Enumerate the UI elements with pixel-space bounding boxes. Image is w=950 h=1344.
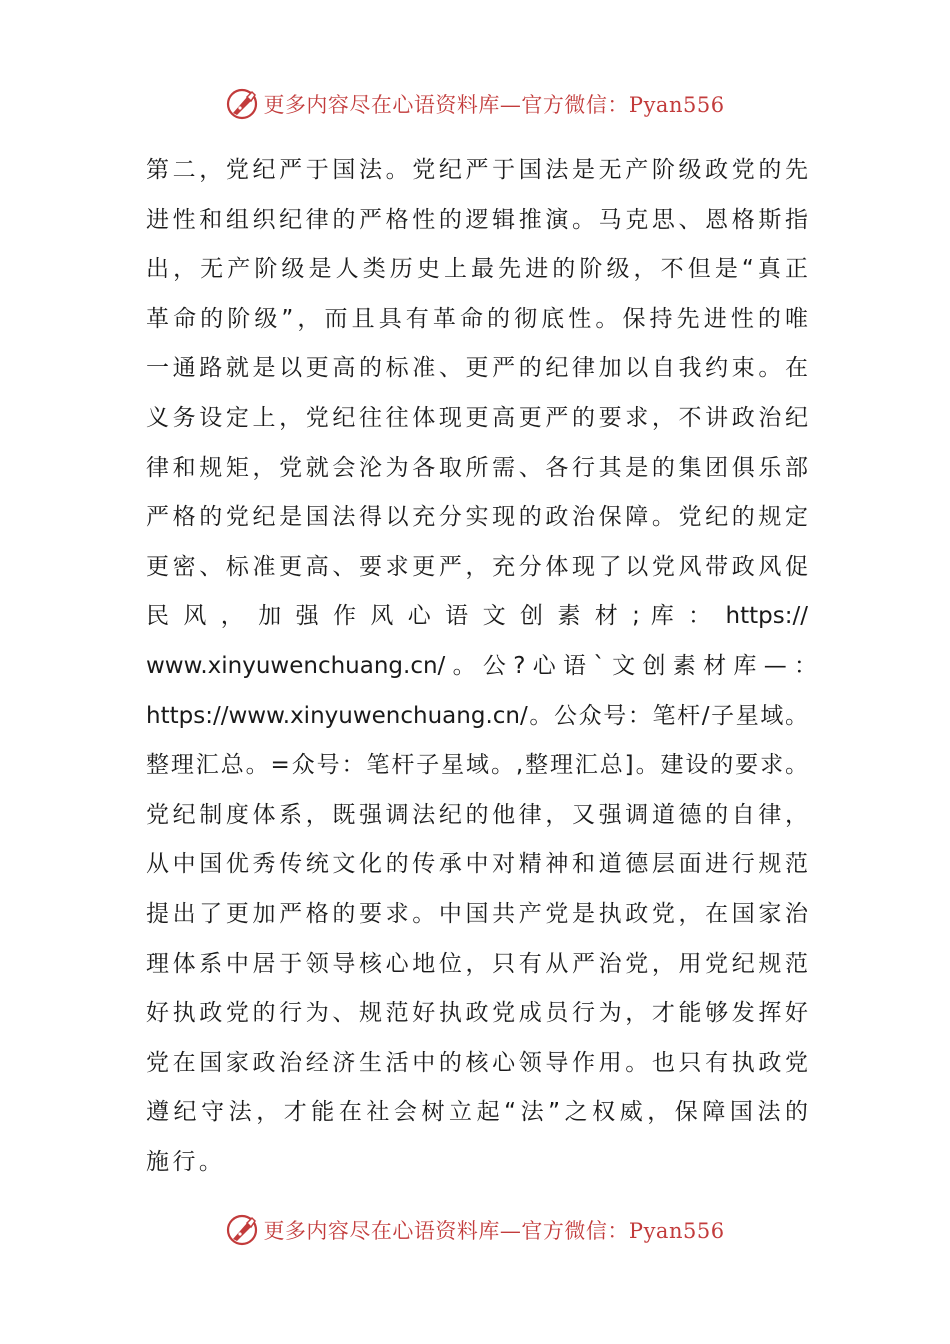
pen-nib-logo-icon xyxy=(225,87,259,121)
body-line: 第二，党纪严于国法。党纪严于国法是无产阶级政党的先 xyxy=(146,157,808,183)
body-line: 义务设定上，党纪往往体现更高更严的要求，不讲政治纪 xyxy=(146,404,808,431)
body-line: 遵纪守法，才能在社会树立起“法”之权威，保障国法的 xyxy=(146,1099,808,1126)
body-line: 一通路就是以更高的标准、更严的纪律加以自我约束。在 xyxy=(146,355,808,382)
body-line-last: 施行。 xyxy=(146,1148,226,1175)
body-line: https://www.xinyuwenchuang.cn/。公众号：笔杆/子星域。 xyxy=(146,702,808,729)
header-banner xyxy=(0,84,950,124)
body-line: 严格的党纪是国法得以充分实现的政治保障。党纪的规定 xyxy=(146,504,808,531)
body-line: 党纪制度体系，既强调法纪的他律，又强调道德的自律， xyxy=(146,801,808,828)
body-line: 整理汇总。=众号：笔杆子星域。,整理汇总]。建设的要求。 xyxy=(146,752,808,779)
body-line: 党在国家政治经济生活中的核心领导作用。也只有执政党 xyxy=(146,1049,808,1076)
body-line: 革命的阶级”，而且具有革命的彻底性。保持先进性的唯 xyxy=(146,305,808,332)
article-body xyxy=(146,146,818,1187)
body-line: 理体系中居于领导核心地位，只有从严治党，用党纪规范 xyxy=(146,950,808,977)
body-line: 出，无产阶级是人类历史上最先进的阶级，不但是“真正 xyxy=(146,256,808,283)
body-line: 提出了更加严格的要求。中国共产党是执政党，在国家治 xyxy=(146,900,808,927)
body-line: 从中国优秀传统文化的传承中对精神和道德层面进行规范 xyxy=(146,851,808,878)
footer-banner xyxy=(0,1210,950,1250)
pen-nib-logo-icon xyxy=(225,1213,259,1247)
body-line: 进性和组织纪律的严格性的逻辑推演。马克思、恩格斯指 xyxy=(146,206,808,233)
body-line: www.xinyuwenchuang.cn/ 。 公 ? 心 语 ` 文 创 素 材 库 — ： xyxy=(146,652,818,679)
body-line: 更密、标准更高、要求更严，充分体现了以党风带政风促 xyxy=(146,553,808,580)
body-line: 律和规矩，党就会沦为各取所需、各行其是的集团俱乐部 xyxy=(146,454,808,481)
footer-banner-text: 更多内容尽在心语资料库—官方微信：Pyan556 xyxy=(263,1219,725,1243)
header-banner-text: 更多内容尽在心语资料库—官方微信：Pyan556 xyxy=(263,93,725,117)
body-line: 民 风 ， 加 强 作 风 心 语 文 创 素 材 ; 库 ： https:// xyxy=(146,603,808,630)
body-line: 好执政党的行为、规范好执政党成员行为，才能够发挥好 xyxy=(146,1000,808,1027)
